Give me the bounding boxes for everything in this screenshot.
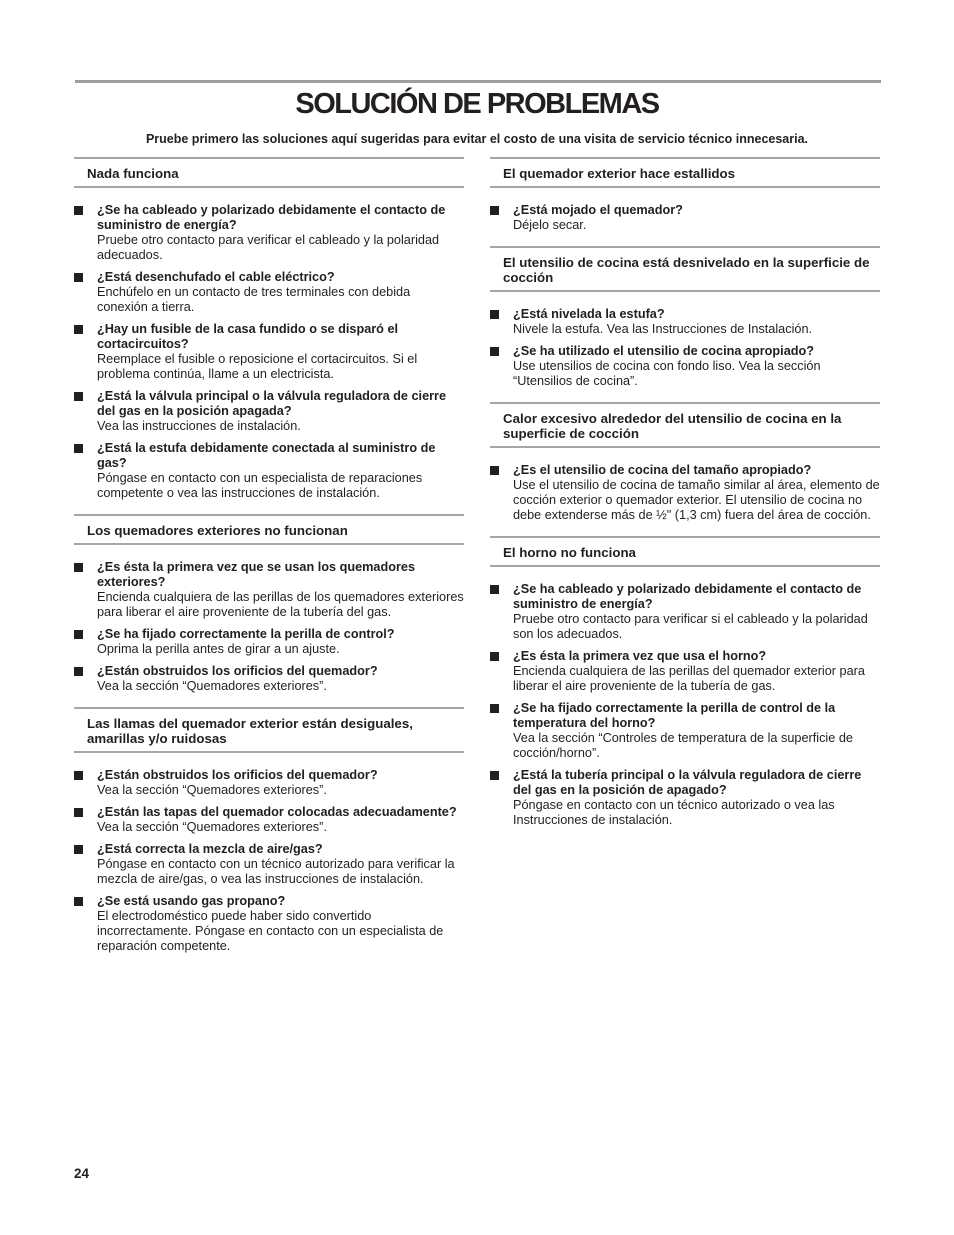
section-horno-no-funciona — [490, 536, 880, 828]
section-heading: Las llamas del quemador exterior están desiguales, amarillas y/o ruidosas — [74, 707, 464, 753]
answer: Vea la sección “Quemadores exteriores”. — [97, 783, 327, 797]
list-item — [74, 441, 464, 501]
top-rule — [75, 80, 881, 83]
answer: El electrodoméstico puede haber sido convertido incorrectamente. Póngase en contacto con un especialista de reparación competente. — [97, 909, 444, 953]
section-heading: Calor excesivo alrededor del utensilio de cocina en la superficie de cocción — [490, 402, 880, 448]
section-quemadores-no-funcionan — [74, 514, 464, 694]
intro-text: Pruebe primero las soluciones aquí sugeridas para evitar el costo de una visita de servicio técnico innecesaria. — [145, 132, 809, 146]
answer: Use utensilios de cocina con fondo liso. Vea la sección “Utensilios de cocina”. — [513, 359, 821, 388]
question: ¿Se ha fijado correctamente la perilla de control? — [97, 627, 395, 641]
answer: Oprima la perilla antes de girar a un ajuste. — [97, 642, 340, 656]
list-item — [74, 322, 464, 382]
list-item — [74, 203, 464, 263]
question: ¿Están las tapas del quemador colocadas adecuadamente? — [97, 805, 457, 819]
list-item — [490, 307, 880, 337]
list-item — [74, 270, 464, 315]
square-bullet-icon — [74, 845, 83, 854]
section-heading: El utensilio de cocina está desnivelado en la superficie de cocción — [490, 246, 880, 292]
question: ¿Está mojado el quemador? — [513, 203, 683, 217]
list-item — [490, 701, 880, 761]
square-bullet-icon — [74, 206, 83, 215]
square-bullet-icon — [74, 667, 83, 676]
square-bullet-icon — [490, 347, 499, 356]
answer: Pruebe otro contacto para verificar el cableado y la polaridad adecuados. — [97, 233, 440, 262]
section-heading: El quemador exterior hace estallidos — [490, 157, 880, 188]
answer: Use el utensilio de cocina de tamaño similar al área, elemento de cocción exterior o quemador exterior. El utensilio de cocina no debe extenderse más de ½" (1,3 cm) fuera del área de cocción. — [513, 478, 880, 522]
answer: Vea la sección “Controles de temperatura de la superficie de cocción/horno”. — [513, 731, 853, 760]
list-item — [74, 560, 464, 620]
answer: Pruebe otro contacto para verificar si el cableado y la polaridad son los adecuados. — [513, 612, 868, 641]
question: ¿Está la estufa debidamente conectada al suministro de gas? — [97, 441, 436, 470]
square-bullet-icon — [490, 206, 499, 215]
square-bullet-icon — [74, 808, 83, 817]
answer: Déjelo secar. — [513, 218, 587, 232]
answer: Vea la sección “Quemadores exteriores”. — [97, 820, 327, 834]
answer: Vea las instrucciones de instalación. — [97, 419, 301, 433]
list-item — [490, 203, 880, 233]
section-heading: Los quemadores exteriores no funcionan — [74, 514, 464, 545]
section-heading: El horno no funciona — [490, 536, 880, 567]
square-bullet-icon — [74, 630, 83, 639]
square-bullet-icon — [490, 310, 499, 319]
question: ¿Es ésta la primera vez que usa el horno? — [513, 649, 767, 663]
answer: Encienda cualquiera de las perillas de los quemadores exteriores para liberar el aire proveniente de la tubería del gas. — [97, 590, 464, 619]
list-item — [490, 582, 880, 642]
list-item — [490, 463, 880, 523]
section-nada-funciona — [74, 157, 464, 501]
list-item — [74, 768, 464, 798]
question: ¿Se está usando gas propano? — [97, 894, 286, 908]
question: ¿Se ha cableado y polarizado debidamente el contacto de suministro de energía? — [97, 203, 446, 232]
list-item — [490, 344, 880, 389]
section-estallidos — [490, 157, 880, 233]
question: ¿Está la válvula principal o la válvula reguladora de cierre del gas en la posición apagada? — [97, 389, 447, 418]
left-column — [74, 157, 464, 967]
question: ¿Está la tubería principal o la válvula reguladora de cierre del gas en la posición de apagado? — [513, 768, 862, 797]
answer: Enchúfelo en un contacto de tres terminales con debida conexión a tierra. — [97, 285, 411, 314]
answer: Encienda cualquiera de las perillas del quemador exterior para liberar el aire proveniente de la tubería de gas. — [513, 664, 865, 693]
question: ¿Están obstruidos los orificios del quemador? — [97, 768, 378, 782]
answer: Póngase en contacto con un especialista de reparaciones competente o vea las instrucciones de instalación. — [97, 471, 423, 500]
square-bullet-icon — [490, 466, 499, 475]
list-item — [490, 768, 880, 828]
list-item — [74, 627, 464, 657]
answer: Reemplace el fusible o reposicione el cortacircuitos. Si el problema continúa, llame a un electricista. — [97, 352, 418, 381]
list-item — [74, 389, 464, 434]
answer: Nivele la estufa. Vea las Instrucciones de Instalación. — [513, 322, 813, 336]
question: ¿Está correcta la mezcla de aire/gas? — [97, 842, 323, 856]
question: ¿Hay un fusible de la casa fundido o se disparó el cortacircuitos? — [97, 322, 399, 351]
section-heading: Nada funciona — [74, 157, 464, 188]
square-bullet-icon — [74, 771, 83, 780]
square-bullet-icon — [74, 444, 83, 453]
square-bullet-icon — [74, 325, 83, 334]
page-number: 24 — [74, 1166, 90, 1181]
question: ¿Están obstruidos los orificios del quemador? — [97, 664, 378, 678]
right-column — [490, 157, 880, 841]
square-bullet-icon — [74, 392, 83, 401]
page-title: SOLUCIÓN DE PROBLEMAS — [295, 88, 659, 120]
square-bullet-icon — [74, 897, 83, 906]
section-utensilio-desnivelado — [490, 246, 880, 389]
list-item — [74, 805, 464, 835]
question: ¿Se ha utilizado el utensilio de cocina apropiado? — [513, 344, 815, 358]
square-bullet-icon — [490, 704, 499, 713]
question: ¿Se ha fijado correctamente la perilla de control de la temperatura del horno? — [513, 701, 836, 730]
square-bullet-icon — [490, 585, 499, 594]
list-item — [74, 842, 464, 887]
question: ¿Se ha cableado y polarizado debidamente el contacto de suministro de energía? — [513, 582, 862, 611]
question: ¿Es ésta la primera vez que se usan los quemadores exteriores? — [97, 560, 416, 589]
question: ¿Es el utensilio de cocina del tamaño apropiado? — [513, 463, 812, 477]
section-calor-excesivo — [490, 402, 880, 523]
answer: Póngase en contacto con un técnico autorizado para verificar la mezcla de aire/gas, o vea las instrucciones de instalación. — [97, 857, 455, 886]
square-bullet-icon — [74, 563, 83, 572]
square-bullet-icon — [490, 771, 499, 780]
list-item — [490, 649, 880, 694]
section-llamas-desiguales — [74, 707, 464, 954]
answer: Póngase en contacto con un técnico autorizado o vea las Instrucciones de instalación. — [513, 798, 835, 827]
answer: Vea la sección “Quemadores exteriores”. — [97, 679, 327, 693]
square-bullet-icon — [74, 273, 83, 282]
list-item — [74, 664, 464, 694]
question: ¿Está desenchufado el cable eléctrico? — [97, 270, 335, 284]
list-item — [74, 894, 464, 954]
square-bullet-icon — [490, 652, 499, 661]
question: ¿Está nivelada la estufa? — [513, 307, 665, 321]
